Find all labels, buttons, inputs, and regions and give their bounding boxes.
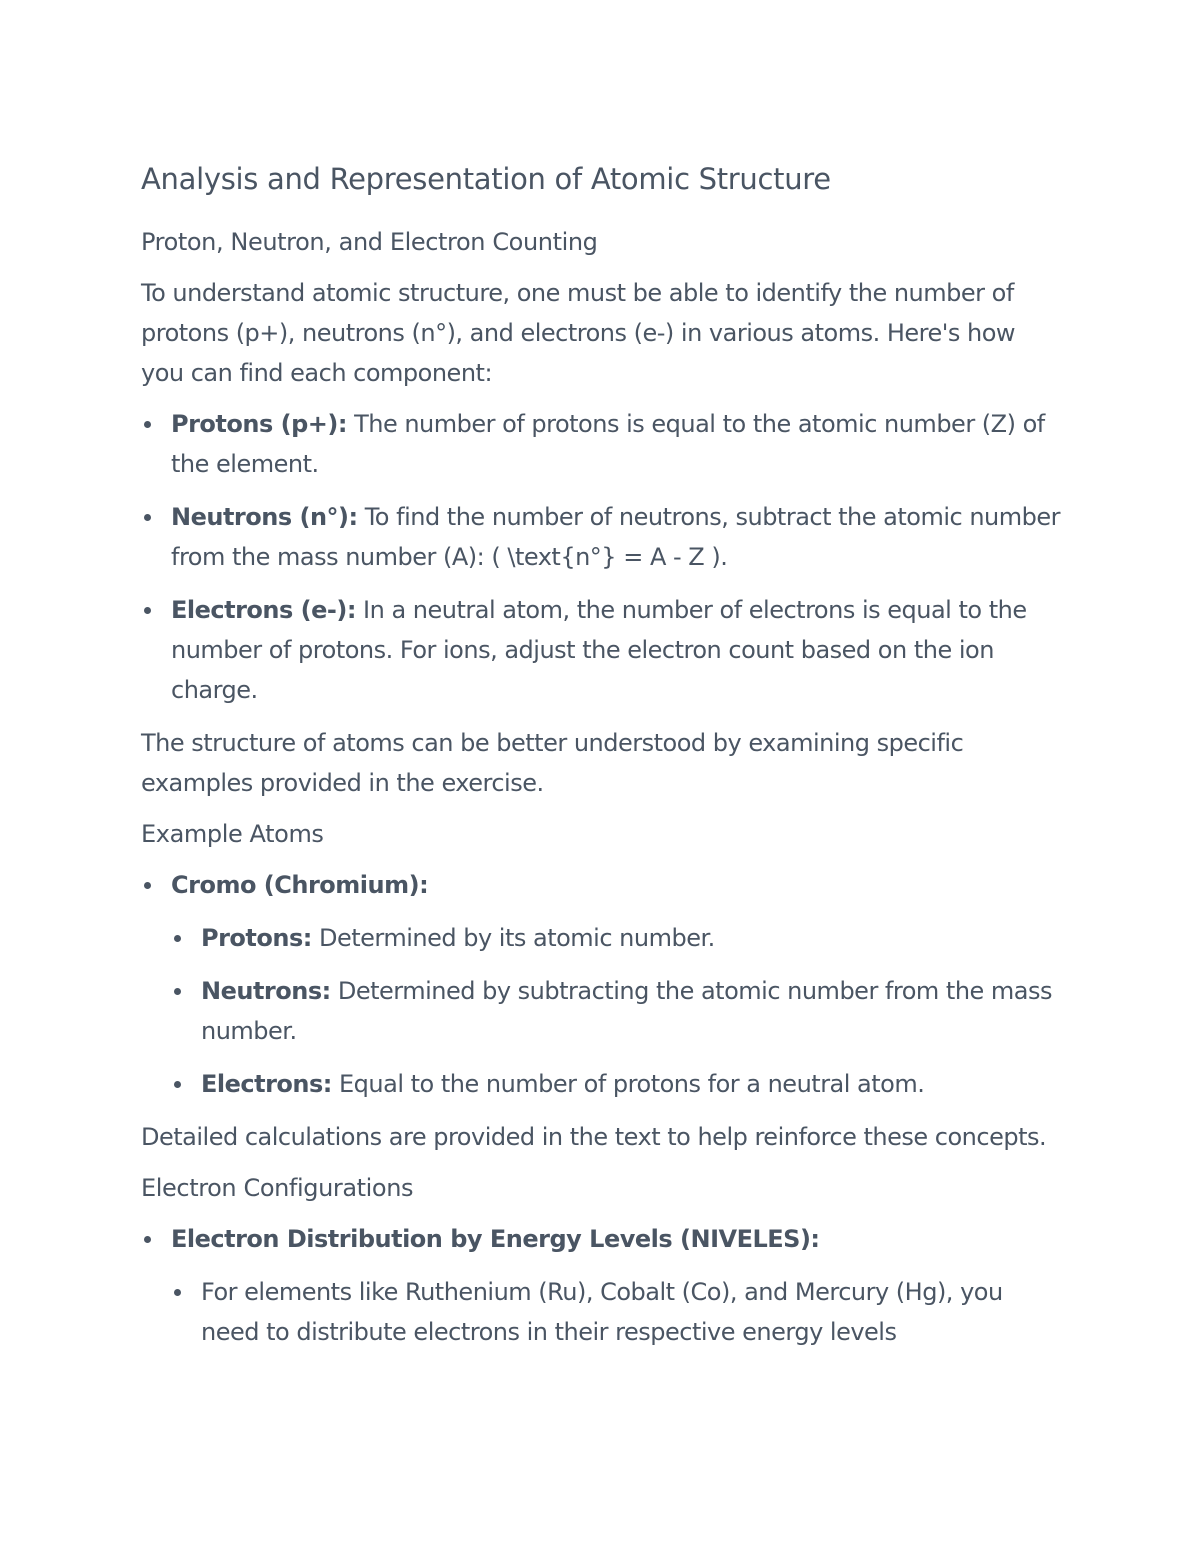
distribution-sublist xyxy=(171,1272,1061,1352)
item-text: For elements like Ruthenium (Ru), Cobalt (Co), and Mercury (Hg), you need to distribute electrons in their respective energy levels xyxy=(201,1278,1003,1346)
example-list xyxy=(141,865,1061,1104)
item-label: Electron Distribution by Energy Levels (NIVELES): xyxy=(171,1225,820,1253)
item-label: Electrons: xyxy=(201,1070,332,1098)
item-label: Electrons (e-): xyxy=(171,596,356,624)
item-text: Equal to the number of protons for a neutral atom. xyxy=(331,1070,925,1098)
item-label: Protons (p+): xyxy=(171,410,347,438)
item-text: In a neutral atom, the number of electrons is equal to the number of protons. For ions, adjust the electron count based on the ion charge. xyxy=(171,596,1027,704)
item-label: Cromo (Chromium): xyxy=(171,871,429,899)
item-label: Neutrons: xyxy=(201,977,331,1005)
list-item-protons xyxy=(141,404,1061,484)
list-item-neutrons xyxy=(141,497,1061,577)
chromium-sublist xyxy=(171,918,1061,1104)
list-item-electrons xyxy=(141,590,1061,710)
list-item-chromium xyxy=(141,865,1061,1104)
list-item-chromium-protons xyxy=(171,918,1061,958)
list-item-distribution xyxy=(141,1219,1061,1352)
item-text: The number of protons is equal to the atomic number (Z) of the element. xyxy=(171,410,1045,478)
item-label: Neutrons (n°): xyxy=(171,503,358,531)
intro-paragraph: To understand atomic structure, one must be able to identify the number of protons (p+), neutrons (n°), and electrons (e-) in various atoms. Here's how you can find each component: xyxy=(141,279,1016,387)
structure-paragraph: The structure of atoms can be better understood by examining specific examples provided in the exercise. xyxy=(141,729,964,797)
section-heading-examples: Example Atoms xyxy=(141,820,324,848)
list-item-chromium-electrons xyxy=(171,1064,1061,1104)
document-page xyxy=(141,158,1061,1365)
item-text: To find the number of neutrons, subtract the atomic number from the mass number (A): ( \text{n°} = A - Z ). xyxy=(171,503,1060,571)
list-item-distribution-detail xyxy=(171,1272,1061,1352)
section-heading-configurations: Electron Configurations xyxy=(141,1174,414,1202)
configuration-list xyxy=(141,1219,1061,1352)
section-heading-counting: Proton, Neutron, and Electron Counting xyxy=(141,228,598,256)
list-item-chromium-neutrons xyxy=(171,971,1061,1051)
item-text: Determined by subtracting the atomic number from the mass number. xyxy=(201,977,1053,1045)
item-text: Determined by its atomic number. xyxy=(311,924,715,952)
item-label: Protons: xyxy=(201,924,312,952)
calculations-paragraph: Detailed calculations are provided in the text to help reinforce these concepts. xyxy=(141,1123,1047,1151)
component-list xyxy=(141,404,1061,710)
page-title: Analysis and Representation of Atomic Structure xyxy=(141,162,831,196)
